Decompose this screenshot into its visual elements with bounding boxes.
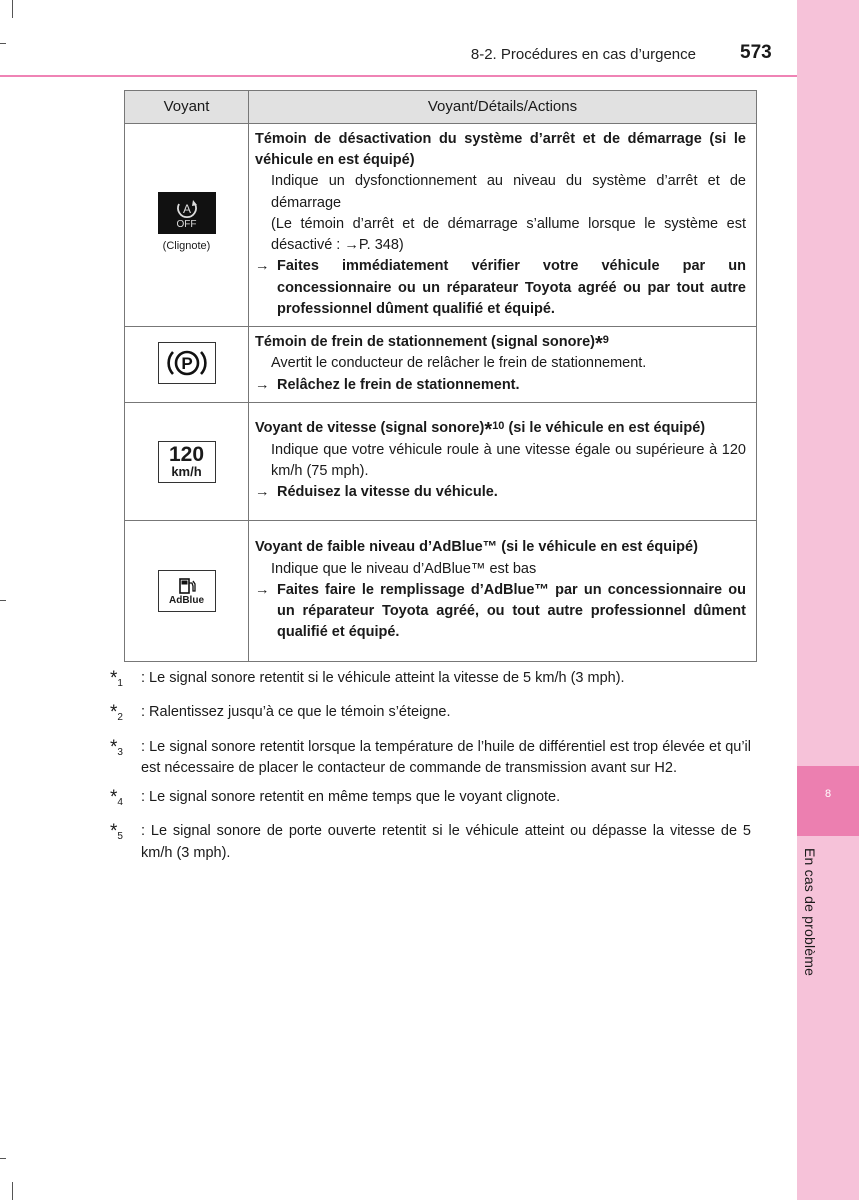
crop-mark [0,43,6,44]
icon-cell [125,124,249,327]
indicator-table [124,90,757,662]
action-text: Réduisez la vitesse du véhicule. [277,484,498,501]
footnote-item [110,821,751,864]
indicator-action [255,580,746,644]
indicator-title: Voyant de faible niveau d’AdBlue™ (si le véhicule en est équipé) [255,539,698,556]
footnote-text: : Le signal sonore retentit en même temps que le voyant clignote. [141,789,561,806]
arrow-icon: → [255,581,270,598]
footnote-item [110,787,751,813]
icon-cell [125,403,249,521]
crop-mark [0,1158,6,1159]
footnotes [110,668,751,872]
indicator-description: Avertit le conducteur de relâcher le frein de stationnement. [271,355,647,372]
footnote-marker: $*_4$ [110,787,123,809]
footnote-text: : Le signal sonore retentit si le véhicule atteint la vitesse de 5 km/h (3 mph). [141,670,625,686]
table-header-row [125,91,757,124]
table-row [125,124,757,327]
adblue-label: AdBlue [169,594,204,606]
footnote-number: 2 [117,712,123,724]
stop-start-off-icon [158,192,216,234]
details-cell [249,124,757,327]
details-cell [249,521,757,662]
footnote-number: 3 [117,746,123,758]
arrow-icon: → [255,484,270,501]
table-row [125,521,757,662]
icon-cell [125,327,249,403]
details-cell [249,403,757,521]
chapter-title: En cas de problème [802,848,818,977]
arrow-icon: → [255,376,270,393]
indicator-note: (Le témoin d’arrêt et de démarrage s’allume lorsque le système est désactivé : →P. 348) [271,215,746,254]
speed-unit: km/h [171,464,202,479]
action-text: Relâchez le frein de stationnement. [277,376,520,393]
footnote-ref-number: 9 [602,334,609,347]
indicator-title: Témoin de désactivation du système d’arrêt et de démarrage (si le véhicule en est équipé) [255,130,746,168]
footnote-text: : Ralentissez jusqu’à ce que le témoin s’éteigne. [141,704,451,721]
footnote-text: : Le signal sonore de porte ouverte retentit si le véhicule atteint ou dépasse la vitesse de 5 km/h (3 mph). [141,823,751,861]
section-header: 8-2. Procédures en cas d’urgence [470,46,696,63]
footnote-number: 1 [117,678,123,689]
indicator-title [255,418,746,442]
blink-caption: (Clignote) [162,240,211,253]
footnote-item [110,702,751,728]
details-cell [249,327,757,403]
adblue-fuel-icon [158,570,216,612]
footnote-ref-number: 10 [492,420,505,433]
footnote-ref: *9 [595,333,609,356]
parking-brake-icon [158,342,216,384]
speed-value: 120 [168,443,205,466]
crop-mark [12,1182,13,1200]
column-header-indicator: Voyant [125,91,249,124]
footnote-item [110,737,751,780]
table-row [125,403,757,521]
column-header-details: Voyant/Détails/Actions [249,91,757,124]
footnote-number: 5 [117,831,123,843]
footnote-marker: $*_5$ [110,821,123,843]
action-text: Faites faire le remplissage d’AdBlue™ par un concessionnaire ou un réparateur Toyota agréé, ou tout autre professionnel dûment qualifié et équipé. [277,581,746,641]
side-tab [797,0,859,1200]
icon-cell [125,521,249,662]
svg-text:A: A [182,202,191,217]
title-text: Voyant de vitesse (signal sonore) [255,420,485,437]
action-text: Faites immédiatement vérifier votre véhicule par un concessionnaire ou un réparateur Toyota agréé ou par tout autre professionnel dûment qualifié et équipé. [277,258,746,318]
indicator-description: Indique que votre véhicule roule à une vitesse égale ou supérieure à 120 km/h (75 mph). [271,441,746,479]
parking-p-letter: P [180,353,193,373]
footnote-item [110,668,751,694]
chapter-number-tab: 8 [797,766,859,836]
footnote-marker: $*_2$ [110,702,123,724]
indicator-action [255,375,746,396]
crop-mark [0,600,6,601]
table-row [125,327,757,403]
title-text: Témoin de frein de stationnement (signal sonore) [255,334,595,351]
header-rule [0,75,797,77]
footnote-ref: *10 [484,419,505,442]
title-text-suffix: (si le véhicule en est équipé) [504,420,706,437]
arrow-icon: → [255,258,270,275]
crop-mark [12,0,13,18]
footnote-marker: $*_1$ [110,668,123,689]
footnote-text: : Le signal sonore retentit lorsque la température de l’huile de différentiel est trop élevée et qu’il est nécessaire de placer le contacteur de commande de transmission avant sur H2. [141,738,751,776]
indicator-action [255,256,746,320]
page-number: 573 [740,42,772,63]
indicator-title [255,332,746,356]
indicator-description: Indique un dysfonctionnement au niveau du système d’arrêt et de démarrage [271,173,746,211]
footnote-marker: $*_3$ [110,736,123,758]
indicator-action [255,482,746,503]
footnote-number: 4 [117,797,123,809]
icon-off-text: OFF [176,219,197,231]
speed-warning-icon [158,441,216,483]
indicator-description: Indique que le niveau d’AdBlue™ est bas [271,560,537,577]
